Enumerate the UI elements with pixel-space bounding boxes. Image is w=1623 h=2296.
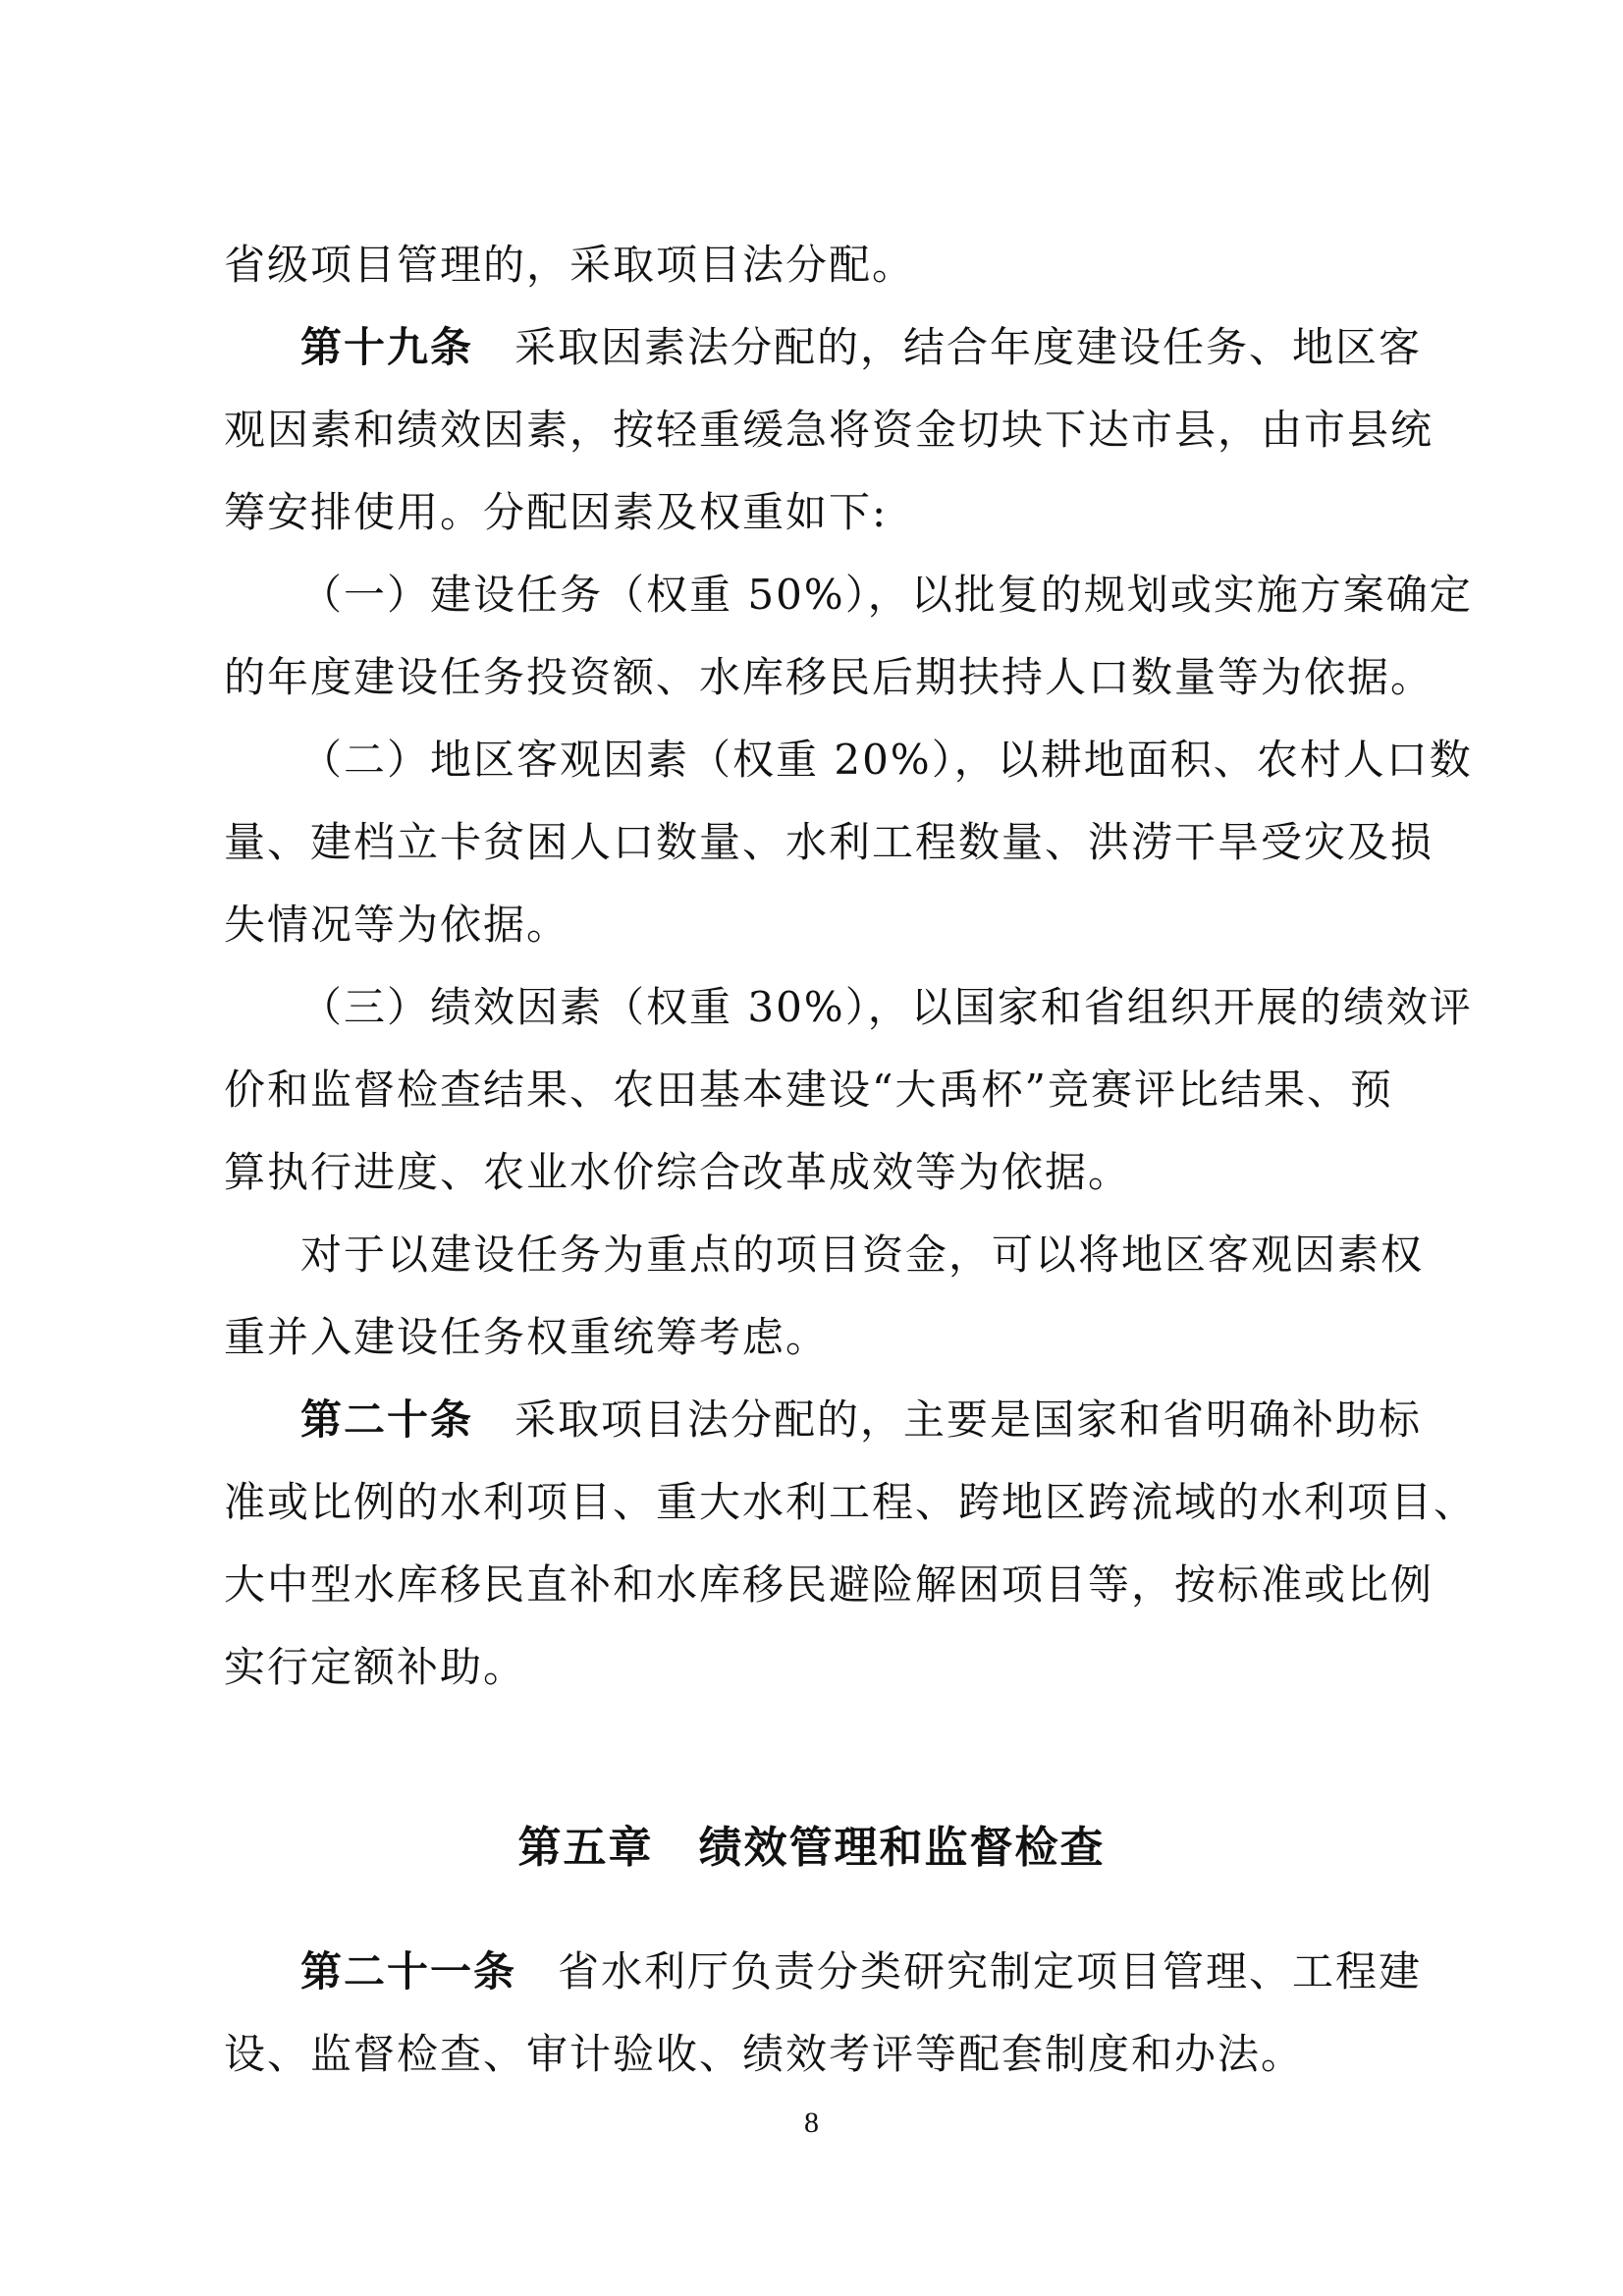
- item-1-line: 的年度建设任务投资额、水库移民后期扶持人口数量等为依据。: [224, 653, 1434, 701]
- article-19-heading: 第十九条: [300, 323, 474, 371]
- article-20-line: 大中型水库移民直补和水库移民避险解困项目等，按标准或比例: [224, 1560, 1434, 1609]
- article-20-heading: 第二十条: [300, 1395, 474, 1444]
- article-19-line: 观因素和绩效因素，按轻重缓急将资金切块下达市县，由市县统: [224, 406, 1434, 454]
- item-2-line: 量、建档立卡贫困人口数量、水利工程数量、洪涝干旱受灾及损: [224, 818, 1434, 866]
- article-19-text: 采取因素法分配的，结合年度建设任务、地区客: [514, 323, 1423, 371]
- note-line: 重并入建设任务权重统筹考虑。: [224, 1313, 830, 1361]
- item-3-line: 算执行进度、农业水价综合改革成效等为依据。: [224, 1148, 1132, 1196]
- article-19-line: 筹安排使用。分配因素及权重如下:: [224, 488, 889, 536]
- article-21-line: [300, 1944, 1498, 1999]
- article-20-line: 实行定额补助。: [224, 1643, 527, 1691]
- item-2-line: （二）地区客观因素（权重 20%），以耕地面积、农村人口数: [300, 736, 1473, 784]
- article-19-line: [300, 320, 1498, 375]
- article-21-heading: 第二十一条: [300, 1947, 517, 1995]
- paragraph-line: 省级项目管理的，采取项目法分配。: [224, 241, 916, 289]
- item-2-line: 失情况等为依据。: [224, 901, 570, 949]
- note-line: 对于以建设任务为重点的项目资金，可以将地区客观因素权: [300, 1230, 1425, 1279]
- article-20-line: 准或比例的水利项目、重大水利工程、跨地区跨流域的水利项目、: [224, 1478, 1478, 1526]
- article-21-line: 设、监督检查、审计验收、绩效考评等配套制度和办法。: [224, 2030, 1305, 2078]
- article-21-text: 省水利厅负责分类研究制定项目管理、工程建: [558, 1947, 1423, 1995]
- item-1-line: （一）建设任务（权重 50%），以批复的规划或实施方案确定: [300, 571, 1473, 619]
- chapter-title: 第五章 绩效管理和监督检查: [517, 1823, 1106, 1873]
- page-number: 8: [804, 2106, 819, 2139]
- item-3-line: （三）绩效因素（权重 30%），以国家和省组织开展的绩效评: [300, 983, 1473, 1031]
- article-20-text: 采取项目法分配的，主要是国家和省明确补助标: [514, 1395, 1423, 1444]
- item-3-line: 价和监督检查结果、农田基本建设“大禹杯”竞赛评比结果、预: [224, 1066, 1393, 1114]
- article-20-line: [300, 1393, 1498, 1448]
